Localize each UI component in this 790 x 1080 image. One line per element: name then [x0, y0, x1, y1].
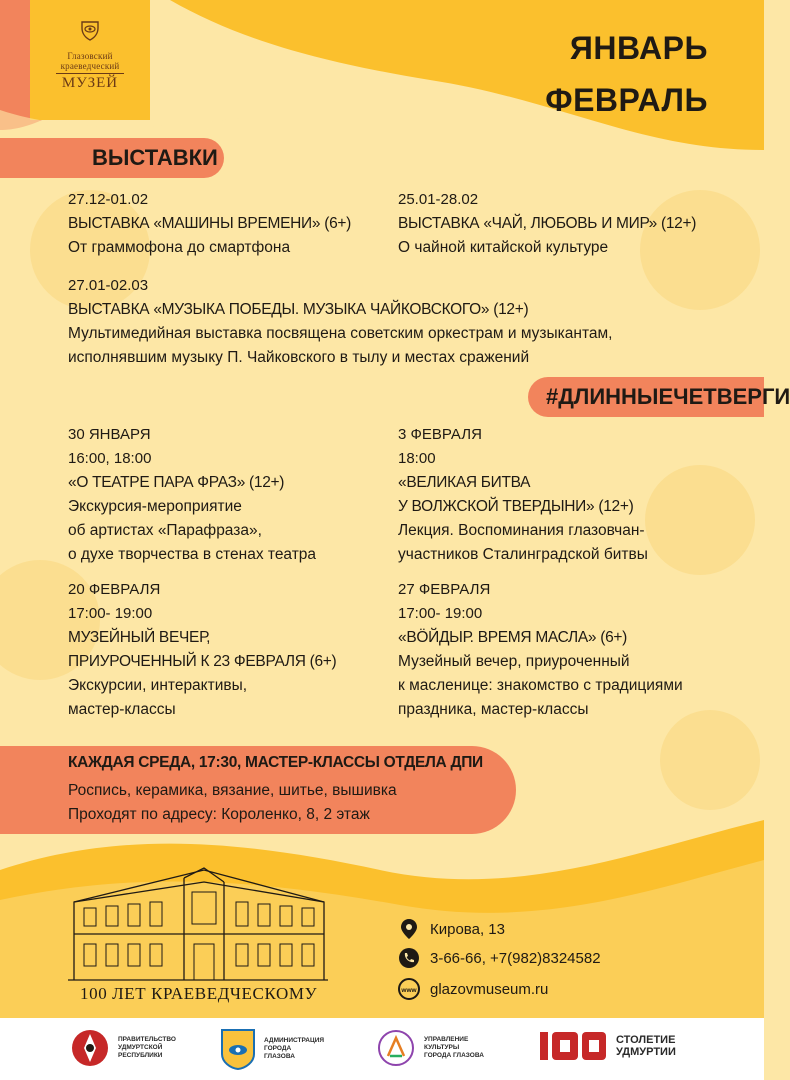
gov-line-3: РЕСПУБЛИКИ	[118, 1052, 163, 1059]
adm-line-2: ГОРОДА	[264, 1045, 292, 1052]
centenary-line-2: УДМУРТИИ	[616, 1046, 676, 1058]
partner-centenary-udmurtia	[538, 1028, 676, 1064]
museum-building-illustration	[64, 862, 332, 984]
udmurtia-emblem-icon	[70, 1028, 110, 1068]
event-time: 18:00	[398, 450, 436, 467]
event-feb-20	[68, 578, 336, 722]
partner-glazov-administration	[220, 1028, 324, 1070]
cul-line-2: КУЛЬТУРЫ	[424, 1044, 460, 1051]
phone-link[interactable]: 3-66-66, +7(982)8324582	[430, 949, 601, 967]
month-february: ФЕВРАЛЬ	[545, 82, 708, 118]
address-text: Кирова, 13	[430, 920, 505, 938]
whatsapp-phone-icon	[398, 947, 420, 969]
event-desc-line-2: участников Сталинградской битвы	[398, 546, 648, 563]
weekly-line-2: Проходят по адресу: Короленко, 8, 2 этаж	[68, 806, 370, 823]
glazov-coat-of-arms-icon	[220, 1028, 256, 1070]
event-date: 20 ФЕВРАЛЯ	[68, 581, 161, 598]
event-desc-line-1: Экскурсия-мероприятие	[68, 498, 242, 515]
event-feb-3	[398, 423, 648, 567]
anniversary-caption: 100 ЛЕТ КРАЕВЕДЧЕСКОМУ	[80, 984, 318, 1003]
event-title-line-1: «ВЕЛИКАЯ БИТВА	[398, 474, 531, 491]
event-time: 16:00, 18:00	[68, 450, 152, 467]
centenary-line-1: СТОЛЕТИЕ	[616, 1034, 676, 1046]
event-title-line-2: У ВОЛЖСКОЙ ТВЕРДЫНИ» (12+)	[398, 498, 634, 515]
exhibitions-label: ВЫСТАВКИ	[0, 138, 224, 178]
event-desc-line-2: об артистах «Парафраза»,	[68, 522, 262, 539]
logo-line-2: краеведческий	[60, 61, 120, 71]
exhibition-3	[68, 274, 612, 370]
culture-department-logo-icon	[376, 1028, 416, 1068]
contact-website	[398, 978, 548, 1000]
event-desc-line-3: праздника, мастер-классы	[398, 701, 589, 718]
exhibition-date: 27.12-01.02	[68, 191, 149, 208]
adm-line-1: АДМИНИСТРАЦИЯ	[264, 1037, 325, 1044]
partner-udmurt-government	[70, 1028, 176, 1068]
exhibition-title: ВЫСТАВКА «МУЗЫКА ПОБЕДЫ. МУЗЫКА ЧАЙКОВСКОГО» (12+)	[68, 301, 529, 318]
cul-line-1: УПРАВЛЕНИЕ	[424, 1036, 469, 1043]
logo-line-3: МУЗЕЙ	[56, 73, 124, 92]
event-time: 17:00- 19:00	[398, 605, 483, 622]
contact-address	[398, 918, 505, 940]
event-title: «О ТЕАТРЕ ПАРА ФРАЗ» (12+)	[68, 474, 285, 491]
long-thursdays-label: #ДЛИННЫЕЧЕТВЕРГИ	[528, 377, 764, 417]
exhibition-2	[398, 188, 696, 260]
month-january: ЯНВАРЬ	[569, 30, 708, 66]
weekly-title: КАЖДАЯ СРЕДА, 17:30, МАСТЕР-КЛАССЫ ОТДЕЛА ДПИ	[68, 754, 483, 771]
exhibition-title: ВЫСТАВКА «ЧАЙ, ЛЮБОВЬ И МИР» (12+)	[398, 215, 697, 232]
event-date: 27 ФЕВРАЛЯ	[398, 581, 491, 598]
event-jan-30	[68, 423, 316, 567]
weekly-masterclass-banner	[0, 746, 516, 834]
event-desc-line-2: мастер-классы	[68, 701, 176, 718]
exhibition-title: ВЫСТАВКА «МАШИНЫ ВРЕМЕНИ» (6+)	[68, 215, 352, 232]
museum-logo	[56, 18, 124, 100]
exhibition-desc-line-2: исполнявшим музыку П. Чайковского в тылу и местах сражений	[68, 349, 530, 366]
event-time: 17:00- 19:00	[68, 605, 153, 622]
exhibition-date: 27.01-02.03	[68, 277, 149, 294]
weekly-line-1: Роспись, керамика, вязание, шитье, вышивка	[68, 782, 397, 799]
exhibition-desc: О чайной китайской культуре	[398, 239, 609, 256]
www-globe-icon	[398, 978, 420, 1000]
event-title: «ВÖЙДЫР. ВРЕМЯ МАСЛА» (6+)	[398, 629, 628, 646]
exhibition-1	[68, 188, 351, 260]
gov-line-1: ПРАВИТЕЛЬСТВО	[118, 1036, 176, 1043]
adm-line-3: ГЛАЗОВА	[264, 1053, 295, 1060]
event-desc-line-1: Лекция. Воспоминания глазовчан-	[398, 522, 645, 539]
centenary-100-logo-icon	[538, 1028, 608, 1064]
event-date: 30 ЯНВАРЯ	[68, 426, 151, 443]
location-pin-icon	[398, 918, 420, 940]
event-desc-line-2: к масленице: знакомство с традициями	[398, 677, 683, 694]
partners-footer	[0, 1018, 764, 1080]
event-feb-27	[398, 578, 683, 722]
logo-line-1: Глазовский	[67, 51, 113, 61]
cul-line-3: ГОРОДА ГЛАЗОВА	[424, 1052, 484, 1059]
partner-culture-department	[376, 1028, 484, 1068]
event-desc-line-3: о духе творчества в стенах театра	[68, 546, 317, 563]
website-link[interactable]: glazovmuseum.ru	[430, 980, 549, 998]
eye-hand-icon	[78, 18, 102, 42]
event-title-line-1: МУЗЕЙНЫЙ ВЕЧЕР,	[68, 629, 211, 646]
contact-phone	[398, 947, 601, 969]
event-desc-line-1: Экскурсии, интерактивы,	[68, 677, 248, 694]
event-date: 3 ФЕВРАЛЯ	[398, 426, 482, 443]
svg-text:www: www	[401, 987, 417, 994]
exhibition-desc: От граммофона до смартфона	[68, 239, 291, 256]
event-desc-line-1: Музейный вечер, приуроченный	[398, 653, 630, 670]
gov-line-2: УДМУРТСКОЙ	[118, 1044, 163, 1051]
event-title-line-2: ПРИУРОЧЕННЫЙ К 23 ФЕВРАЛЯ (6+)	[68, 653, 337, 670]
exhibition-date: 25.01-28.02	[398, 191, 479, 208]
exhibition-desc-line-1: Мультимедийная выставка посвящена советским оркестрам и музыкантам,	[68, 325, 613, 342]
